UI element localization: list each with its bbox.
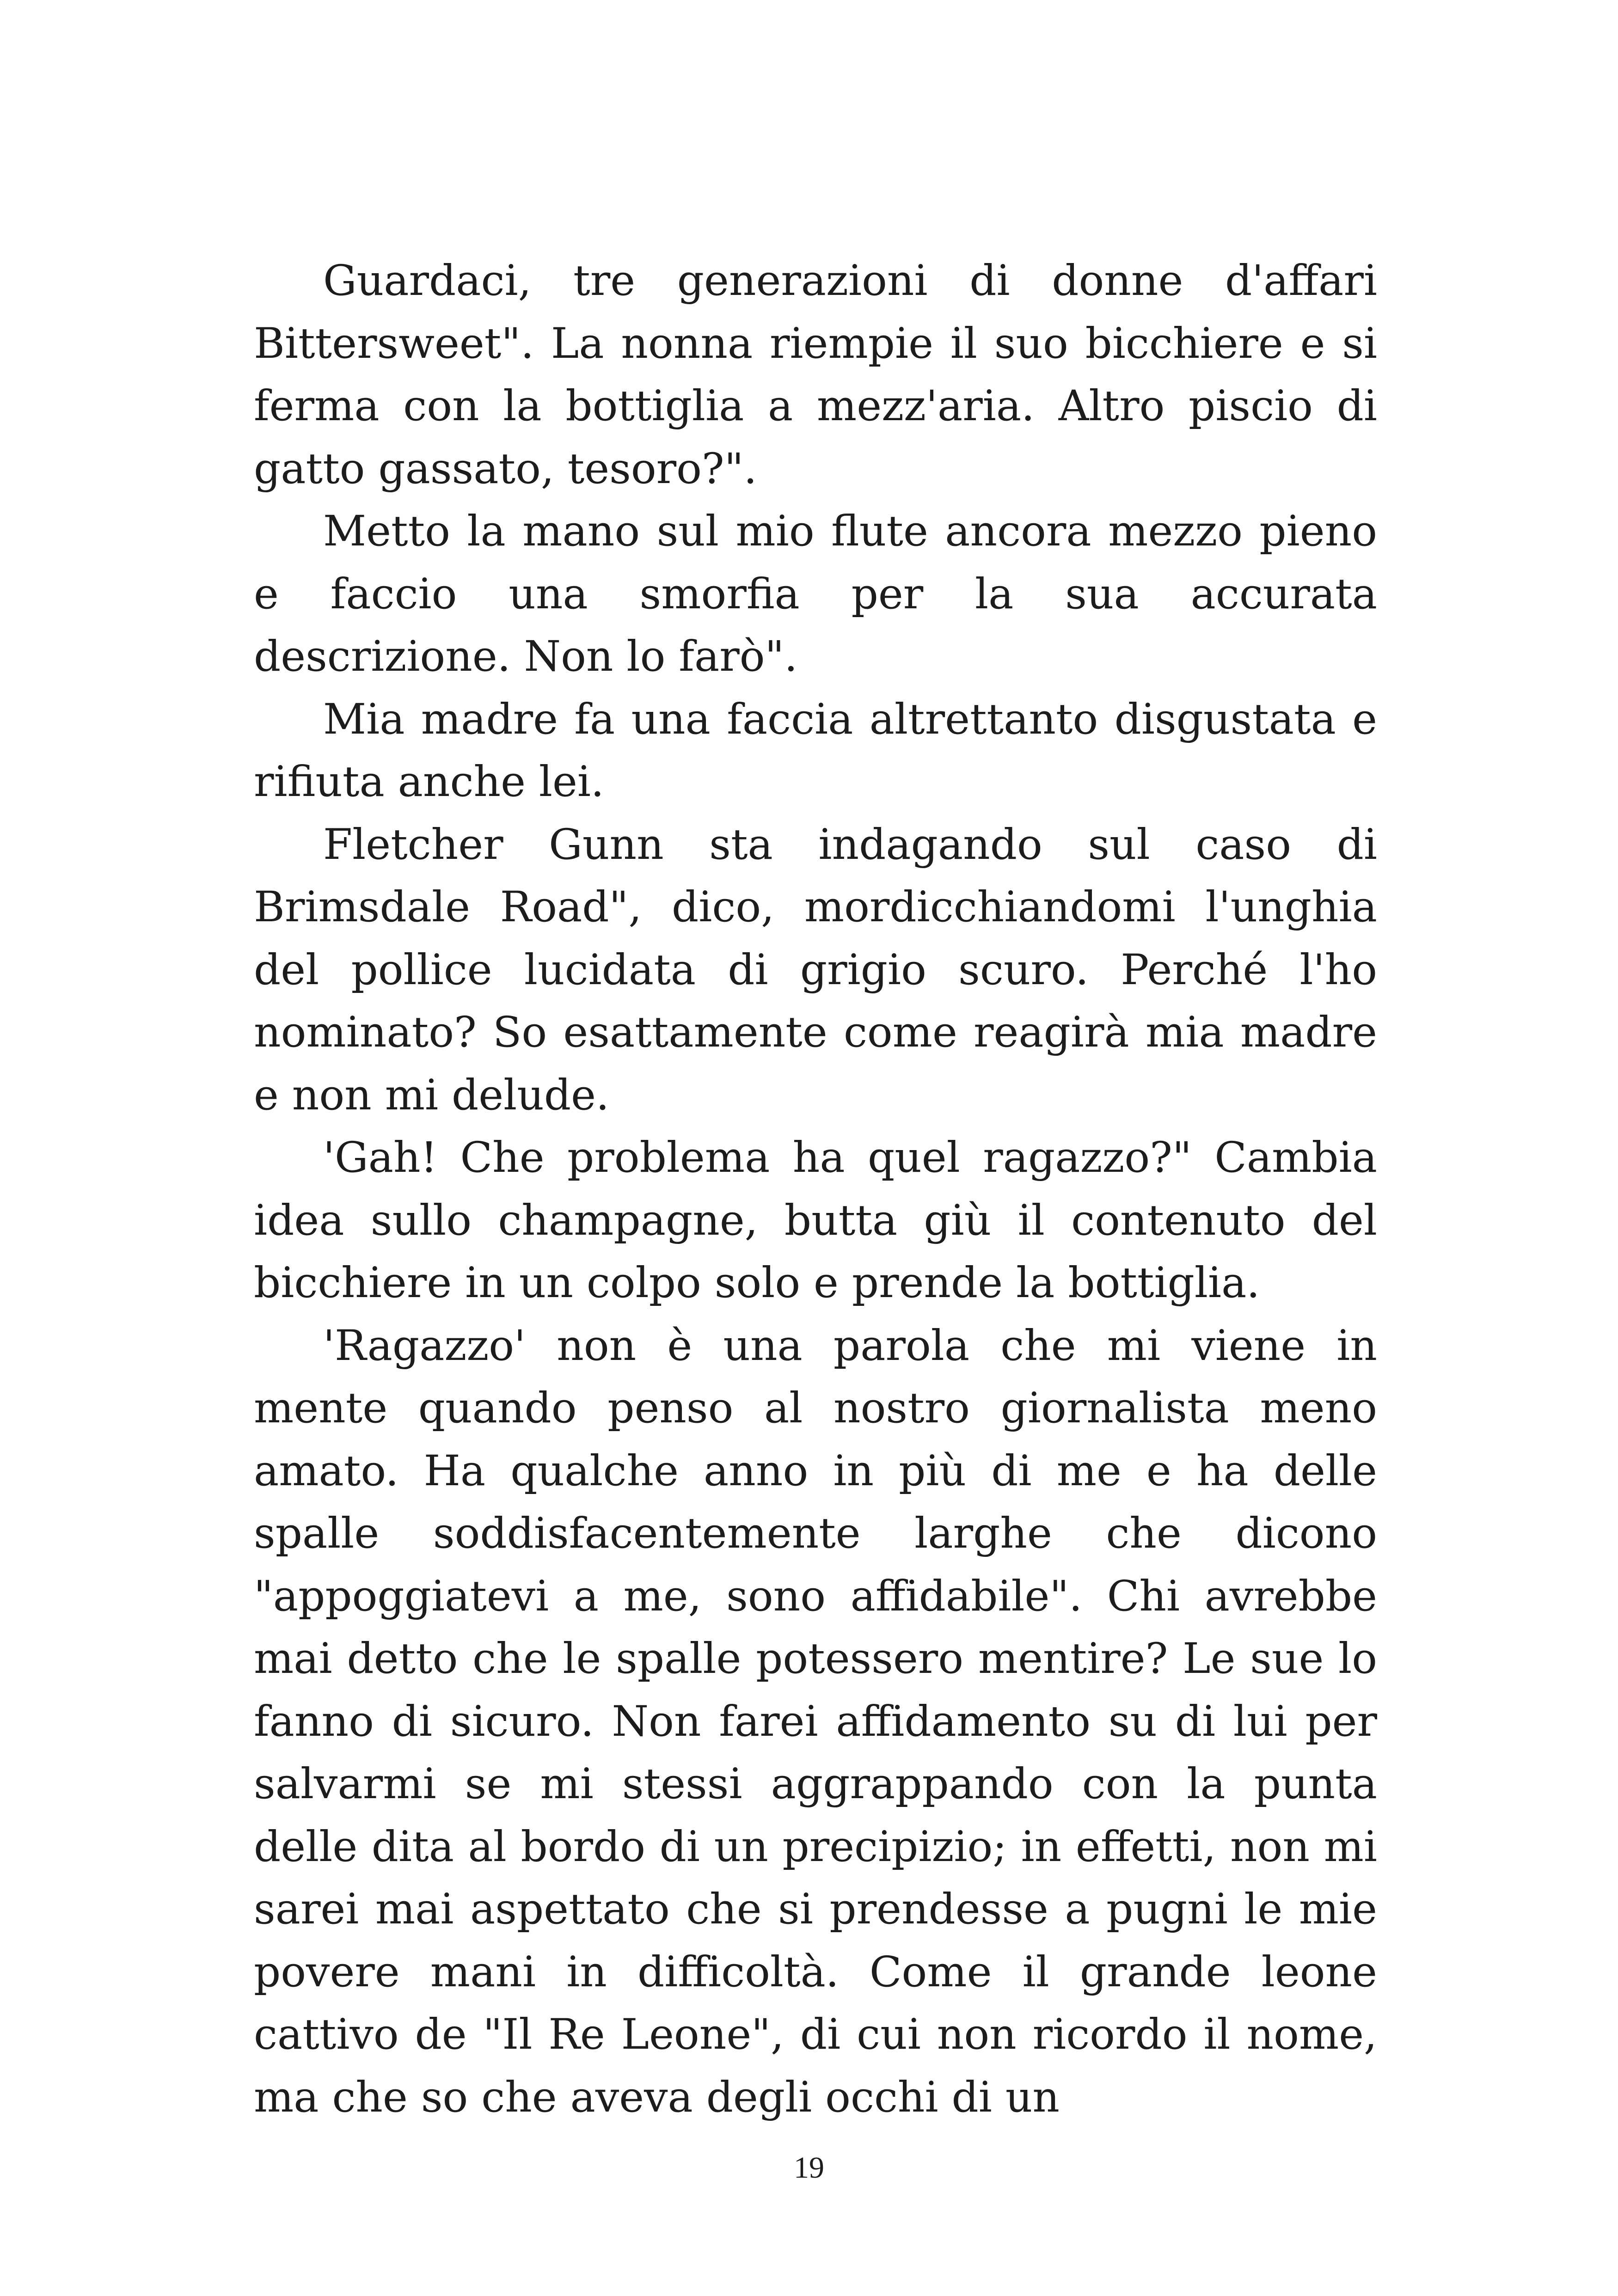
paragraph-3: Mia madre fa una faccia altrettanto disgustata e rifiuta anche lei.	[254, 695, 1377, 806]
body-text	[254, 250, 1377, 2129]
paragraph-2: Metto la mano sul mio flute ancora mezzo pieno e faccio una smorfia per la sua accurata descrizione. Non lo farò".	[254, 507, 1377, 681]
paragraph-6: 'Ragazzo' non è una parola che mi viene in mente quando penso al nostro giornalista meno amato. Ha qualche anno in più di me e ha delle spalle soddisfacentemente larghe che dicono "appoggiatevi a me, sono affidabile". Chi avrebbe mai detto che le spalle potessero mentire? Le sue lo fanno di sicuro. Non farei affidamento su di lui per salvarmi se mi stessi aggrappando con la punta delle dita al bordo di un precipizio; in effetti, non mi sarei mai aspettato che si prendesse a pugni le mie povere mani in difficoltà. Come il grande leone cattivo de "Il Re Leone", di cui non ricordo il nome, ma che so che aveva degli occhi di un	[254, 1321, 1377, 2122]
paragraph-1: Guardaci, tre generazioni di donne d'affari Bittersweet". La nonna riempie il suo bicchiere e si ferma con la bottiglia a mezz'aria. Altro piscio di gatto gassato, tesoro?".	[254, 257, 1377, 493]
paragraph-4: Fletcher Gunn sta indagando sul caso di Brimsdale Road", dico, mordicchiandomi l'unghia del pollice lucidata di grigio scuro. Perché l'ho nominato? So esattamente come reagirà mia madre e non mi delude.	[254, 820, 1377, 1120]
page-number: 19	[794, 2151, 824, 2185]
paragraph-5: 'Gah! Che problema ha quel ragazzo?" Cambia idea sullo champagne, butta giù il contenuto del bicchiere in un colpo solo e prende la bottiglia.	[254, 1133, 1377, 1307]
